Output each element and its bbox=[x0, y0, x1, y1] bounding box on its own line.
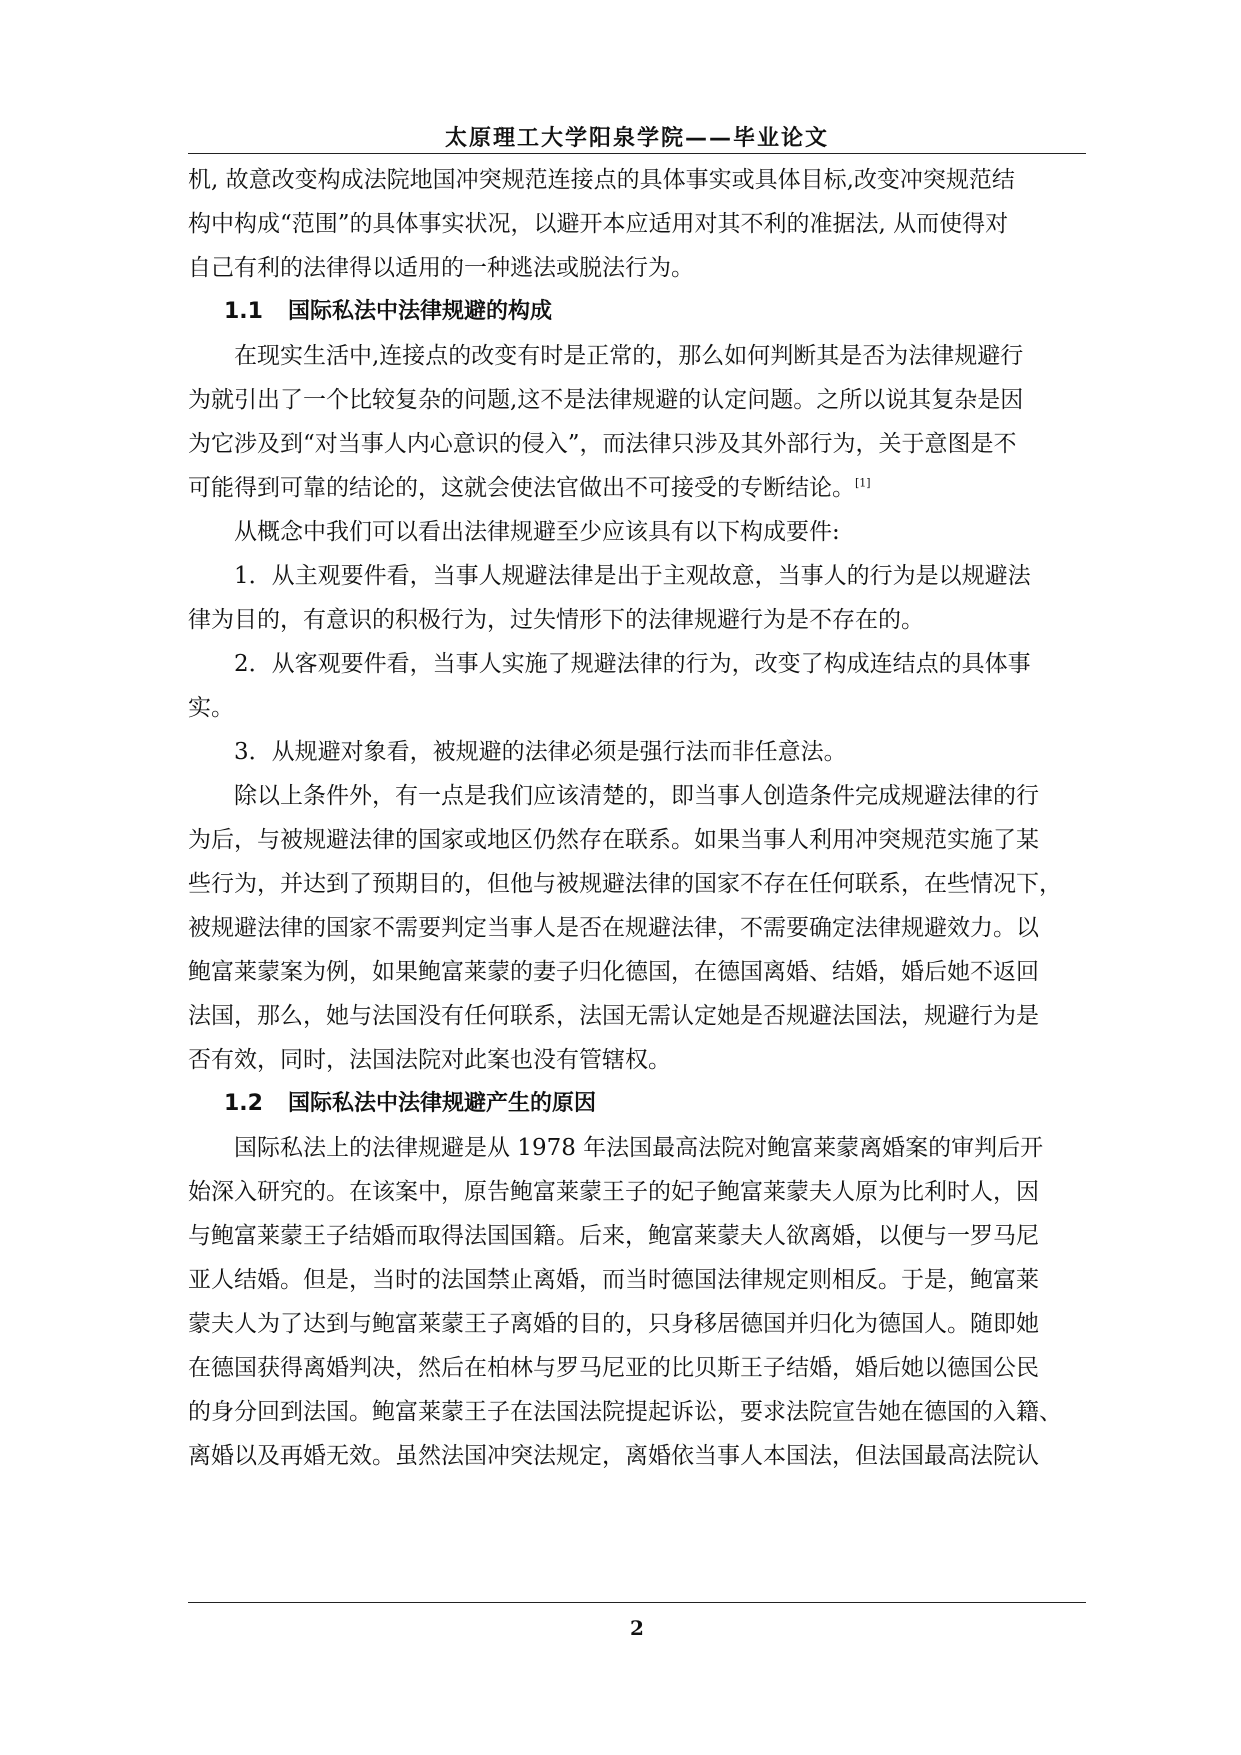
line-text: 为就引出了一个比较复杂的问题,这不是法律规避的认定问题。之所以说其复杂是因 bbox=[188, 387, 1024, 413]
line-text: 些行为，并达到了预期目的，但他与被规避法律的国家不存在任何联系，在些情况下， bbox=[188, 871, 1062, 897]
text-line bbox=[188, 862, 1086, 906]
text-line bbox=[188, 554, 1086, 598]
text-line bbox=[188, 906, 1086, 950]
text-line bbox=[188, 730, 1086, 774]
line-text: 亚人结婚。但是，当时的法国禁止离婚，而当时德国法律规定则相反。于是，鲍富莱 bbox=[188, 1267, 1039, 1293]
text-line bbox=[188, 1302, 1086, 1346]
line-text: 的身分回到法国。鲍富莱蒙王子在法国法院提起诉讼，要求法院宣告她在德国的入籍、 bbox=[188, 1399, 1062, 1425]
text-line bbox=[188, 1258, 1086, 1302]
line-text: 可能得到可靠的结论的，这就会使法官做出不可接受的专断结论。 bbox=[188, 475, 855, 501]
line-text: 在现实生活中,连接点的改变有时是正常的，那么如何判断其是否为法律规避行 bbox=[234, 343, 1024, 369]
running-header: 太原理工大学阳泉学院——毕业论文 bbox=[444, 126, 829, 151]
line-text: 与鲍富莱蒙王子结婚而取得法国国籍。后来，鲍富莱蒙夫人欲离婚，以便与一罗马尼 bbox=[188, 1223, 1039, 1249]
section-number: 1.1 bbox=[224, 299, 263, 324]
line-text: 法国，那么，她与法国没有任何联系，法国无需认定她是否规避法国法，规避行为是 bbox=[188, 1003, 1039, 1029]
text-line bbox=[188, 598, 1086, 642]
line-text: 3．从规避对象看，被规避的法律必须是强行法而非任意法。 bbox=[234, 739, 847, 765]
text-line bbox=[188, 1390, 1086, 1434]
page-number: 2 bbox=[630, 1616, 644, 1640]
section-title: 国际私法中法律规避产生的原因 bbox=[288, 1091, 597, 1116]
line-text: 始深入研究的。在该案中，原告鲍富莱蒙王子的妃子鲍富莱蒙夫人原为比利时人，因 bbox=[188, 1179, 1039, 1205]
text-line bbox=[188, 686, 1086, 730]
text-line bbox=[188, 334, 1086, 378]
text-line bbox=[188, 466, 1086, 510]
header-divider bbox=[188, 153, 1086, 154]
text-line bbox=[188, 818, 1086, 862]
text-line bbox=[188, 950, 1086, 994]
text-line bbox=[188, 246, 1086, 290]
section-heading bbox=[188, 1082, 1086, 1126]
text-line bbox=[188, 774, 1086, 818]
line-text: 国际私法上的法律规避是从 1978 年法国最高法院对鲍富莱蒙离婚案的审判后开 bbox=[234, 1135, 1044, 1161]
text-line bbox=[188, 1170, 1086, 1214]
text-line bbox=[188, 642, 1086, 686]
line-text: 被规避法律的国家不需要判定当事人是否在规避法律，不需要确定法律规避效力。以 bbox=[188, 915, 1039, 941]
citation-marker: [1] bbox=[855, 476, 871, 490]
text-line bbox=[188, 1434, 1086, 1478]
line-text: 为后，与被规避法律的国家或地区仍然存在联系。如果当事人利用冲突规范实施了某 bbox=[188, 827, 1039, 853]
line-text: 律为目的，有意识的积极行为，过失情形下的法律规避行为是不存在的。 bbox=[188, 607, 924, 633]
line-text: 蒙夫人为了达到与鲍富莱蒙王子离婚的目的，只身移居德国并归化为德国人。随即她 bbox=[188, 1311, 1039, 1337]
text-line bbox=[188, 1214, 1086, 1258]
line-text: 鲍富莱蒙案为例，如果鲍富莱蒙的妻子归化德国，在德国离婚、结婚，婚后她不返回 bbox=[188, 959, 1039, 985]
text-line bbox=[188, 158, 1086, 202]
text-line bbox=[188, 510, 1086, 554]
line-text: 在德国获得离婚判决，然后在柏林与罗马尼亚的比贝斯王子结婚，婚后她以德国公民 bbox=[188, 1355, 1039, 1381]
line-text: 自己有利的法律得以适用的一种逃法或脱法行为。 bbox=[188, 255, 694, 281]
footer-divider bbox=[188, 1602, 1086, 1603]
section-title: 国际私法中法律规避的构成 bbox=[288, 299, 553, 324]
body-text bbox=[188, 158, 1086, 1478]
line-text: 为它涉及到“对当事人内心意识的侵入”，而法律只涉及其外部行为，关于意图是不 bbox=[188, 431, 1017, 457]
line-text: 除以上条件外，有一点是我们应该清楚的，即当事人创造条件完成规避法律的行 bbox=[234, 783, 1039, 809]
line-text: 否有效，同时，法国法院对此案也没有管辖权。 bbox=[188, 1047, 671, 1073]
text-line bbox=[188, 378, 1086, 422]
text-line bbox=[188, 994, 1086, 1038]
line-text: 构中构成“范围”的具体事实状况，以避开本应适用对其不利的准据法, 从而使得对 bbox=[188, 211, 1009, 237]
line-text: 机, 故意改变构成法院地国冲突规范连接点的具体事实或具体目标,改变冲突规范结 bbox=[188, 167, 1015, 193]
line-text: 2．从客观要件看，当事人实施了规避法律的行为，改变了构成连结点的具体事 bbox=[234, 651, 1031, 677]
text-line bbox=[188, 422, 1086, 466]
text-line bbox=[188, 1126, 1086, 1170]
text-line bbox=[188, 1038, 1086, 1082]
line-text: 从概念中我们可以看出法律规避至少应该具有以下构成要件: bbox=[234, 519, 840, 545]
line-text: 离婚以及再婚无效。虽然法国冲突法规定，离婚依当事人本国法，但法国最高法院认 bbox=[188, 1443, 1039, 1469]
text-line bbox=[188, 202, 1086, 246]
section-number: 1.2 bbox=[224, 1091, 263, 1116]
line-text: 实。 bbox=[188, 695, 234, 721]
line-text: 1．从主观要件看，当事人规避法律是出于主观故意，当事人的行为是以规避法 bbox=[234, 563, 1031, 589]
text-line bbox=[188, 1346, 1086, 1390]
section-heading bbox=[188, 290, 1086, 334]
